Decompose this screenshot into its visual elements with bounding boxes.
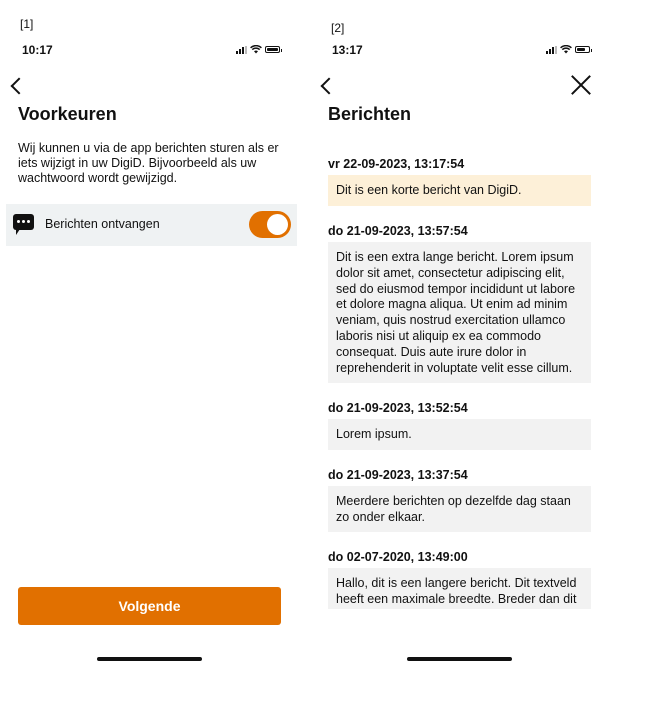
signal-icon xyxy=(236,46,247,54)
preferences-description: Wij kunnen u via de app berichten sturen als er iets wijzigt in uw DigiD. Bijvoorbeeld als uw wachtwoord wordt gewijzigd. xyxy=(18,141,279,185)
message-date: do 02-07-2020, 13:49:00 xyxy=(328,550,468,564)
status-icons xyxy=(236,45,280,54)
screen-label-2: [2] xyxy=(331,21,345,35)
messages-toggle[interactable] xyxy=(249,211,291,238)
message-item[interactable]: Hallo, dit is een langere bericht. Dit textveld heeft een maximale breedte. Breder dan dit xyxy=(328,568,591,609)
message-date: do 21-09-2023, 13:37:54 xyxy=(328,468,468,482)
message-list-clip xyxy=(328,0,591,609)
home-indicator xyxy=(97,657,202,661)
page-title: Voorkeuren xyxy=(18,104,117,124)
message-item[interactable]: Lorem ipsum. xyxy=(328,419,591,450)
screen-label-1: [1] xyxy=(20,17,34,31)
battery-icon xyxy=(265,46,280,53)
toggle-knob xyxy=(267,214,288,235)
status-time: 13:17 xyxy=(332,43,363,57)
message-date: do 21-09-2023, 13:57:54 xyxy=(328,224,468,238)
home-indicator xyxy=(407,657,512,661)
message-item[interactable]: Meerdere berichten op dezelfde dag staan zo onder elkaar. xyxy=(328,486,591,532)
chat-icon xyxy=(13,214,34,230)
status-time: 10:17 xyxy=(22,43,53,57)
wifi-icon xyxy=(250,45,262,54)
message-item[interactable]: Dit is een extra lange bericht. Lorem ipsum dolor sit amet, consectetur adipiscing elit, sed do eiusmod tempor incididunt ut labore et dolore magna aliqua. Ut enim ad minim veniam, quis nostrud exercitation ullamco laboris nisi ut aliquip ex ea commodo consequat. Duis aute irure dolor in reprehenderit in voluptate velit esse cillum. xyxy=(328,242,591,383)
pref-row-messages[interactable] xyxy=(6,204,297,246)
pref-label: Berichten ontvangen xyxy=(45,217,160,231)
message-item-new[interactable]: Dit is een korte bericht van DigiD. xyxy=(328,175,591,206)
message-date: vr 22-09-2023, 13:17:54 xyxy=(328,157,465,171)
back-icon[interactable] xyxy=(11,78,28,95)
page-title: Berichten xyxy=(328,104,412,124)
next-button[interactable]: Volgende xyxy=(18,587,281,625)
message-date: do 21-09-2023, 13:52:54 xyxy=(328,401,468,415)
